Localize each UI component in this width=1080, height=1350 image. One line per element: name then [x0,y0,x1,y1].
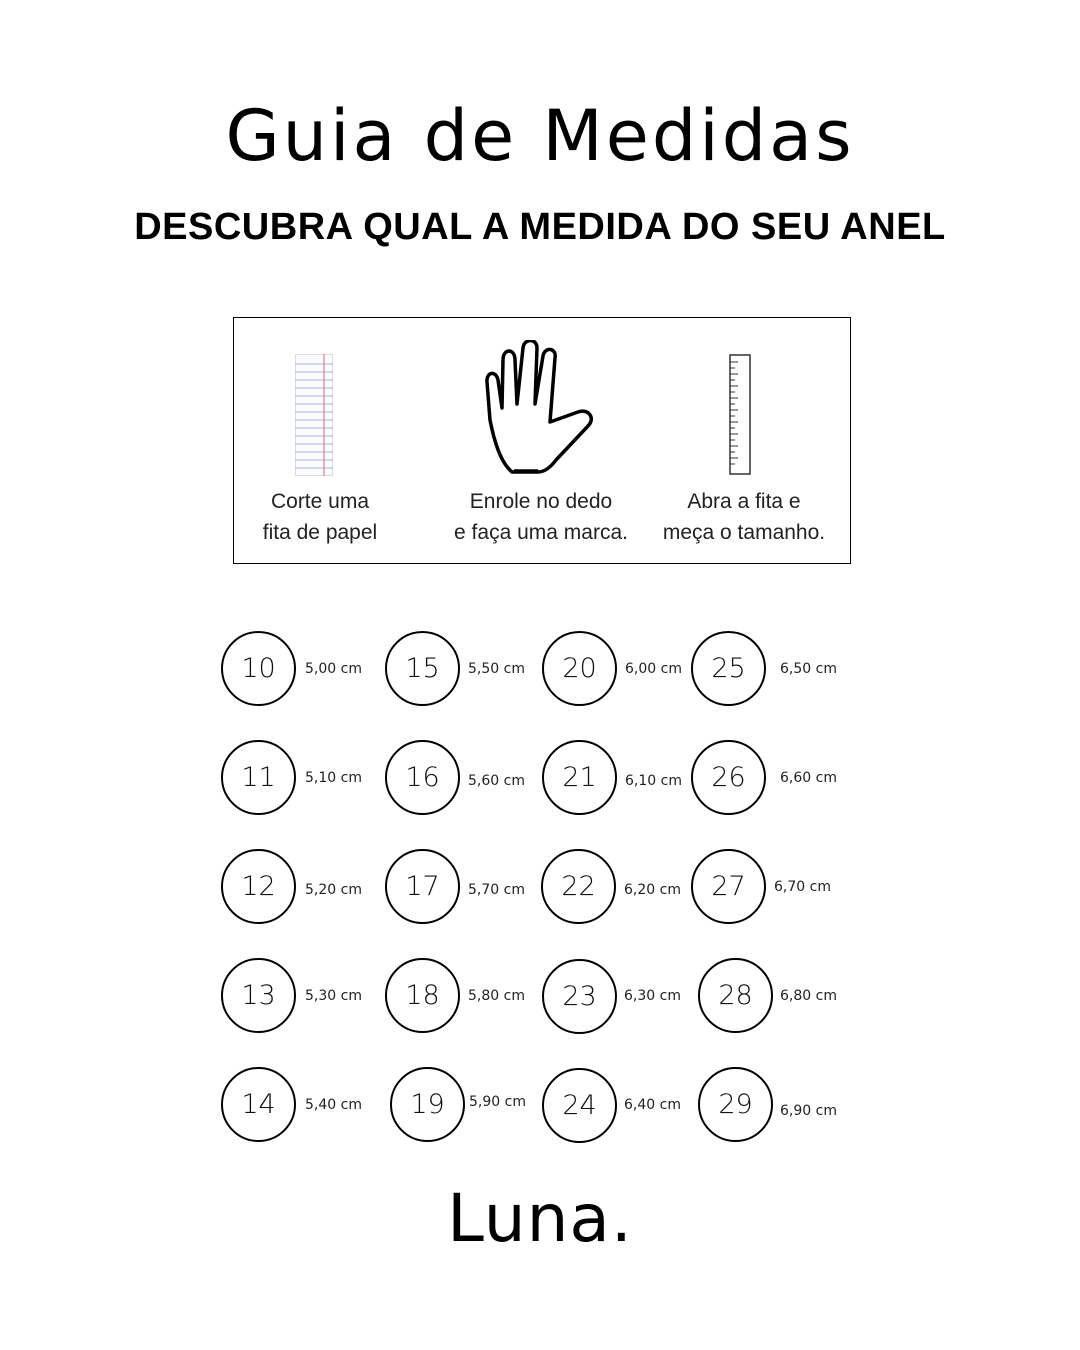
ring-size-measure: 6,20 cm [624,882,681,898]
ring-size-measure: 5,30 cm [305,988,362,1004]
step-line: fita de papel [262,521,378,544]
ring-size-measure: 5,90 cm [469,1094,526,1110]
ring-size-circle: 23 [542,959,617,1034]
step-line: Corte uma [270,490,370,513]
step-text [234,486,406,548]
step-cut-paper [234,318,406,565]
ring-size-measure: 5,50 cm [468,661,525,677]
ring-size-circle: 11 [221,740,296,815]
ring-size-circle: 24 [542,1068,617,1143]
step-wrap-finger [434,318,648,565]
step-text [434,486,648,548]
ring-size-measure: 5,70 cm [468,882,525,898]
ring-size-circle: 26 [691,740,766,815]
step-line: Enrole no dedo [469,490,613,513]
ring-size-circle: 20 [542,631,617,706]
ring-size-circle: 14 [221,1067,296,1142]
step-line: e faça uma marca. [454,521,628,544]
paper-strip-icon [295,354,333,480]
ring-size-circle: 10 [221,631,296,706]
ring-size-circle: 22 [541,849,616,924]
ring-size-measure: 5,10 cm [305,770,362,786]
instructions-box [233,317,851,564]
ring-size-measure: 6,60 cm [780,770,837,786]
ring-size-measure: 5,00 cm [305,661,362,677]
ring-size-circle: 19 [390,1067,465,1142]
ring-size-measure: 6,40 cm [624,1097,681,1113]
ring-size-measure: 6,90 cm [780,1103,837,1119]
ring-size-circle: 29 [698,1067,773,1142]
step-line: meça o tamanho. [662,521,826,544]
ring-size-circle: 27 [691,849,766,924]
page-subtitle: DESCUBRA QUAL A MEDIDA DO SEU ANEL [134,206,946,248]
ring-size-circle: 13 [221,958,296,1033]
ring-size-circle: 28 [698,958,773,1033]
ring-size-measure: 6,70 cm [774,879,831,895]
brand-logo: Luna. [447,1180,633,1257]
ring-size-measure: 5,40 cm [305,1097,362,1113]
ruler-icon [729,354,753,480]
ring-size-circle: 12 [221,849,296,924]
hand-icon [484,340,598,480]
ring-size-circle: 21 [542,740,617,815]
ring-size-circle: 15 [385,631,460,706]
ring-size-measure: 6,30 cm [624,988,681,1004]
ring-size-circle: 16 [385,740,460,815]
ring-size-measure: 6,50 cm [780,661,837,677]
ring-size-measure: 6,10 cm [625,773,682,789]
ring-size-measure: 6,80 cm [780,988,837,1004]
ring-size-measure: 5,80 cm [468,988,525,1004]
ring-size-circle: 25 [691,631,766,706]
ring-size-measure: 5,20 cm [305,882,362,898]
ring-size-measure: 5,60 cm [468,773,525,789]
step-line: Abra a fita e [687,490,801,513]
ring-size-measure: 6,00 cm [625,661,682,677]
step-text [646,486,842,548]
page-title: Guia de Medidas [225,95,855,177]
step-measure [646,318,842,565]
ring-size-circle: 18 [385,958,460,1033]
ring-size-circle: 17 [385,849,460,924]
